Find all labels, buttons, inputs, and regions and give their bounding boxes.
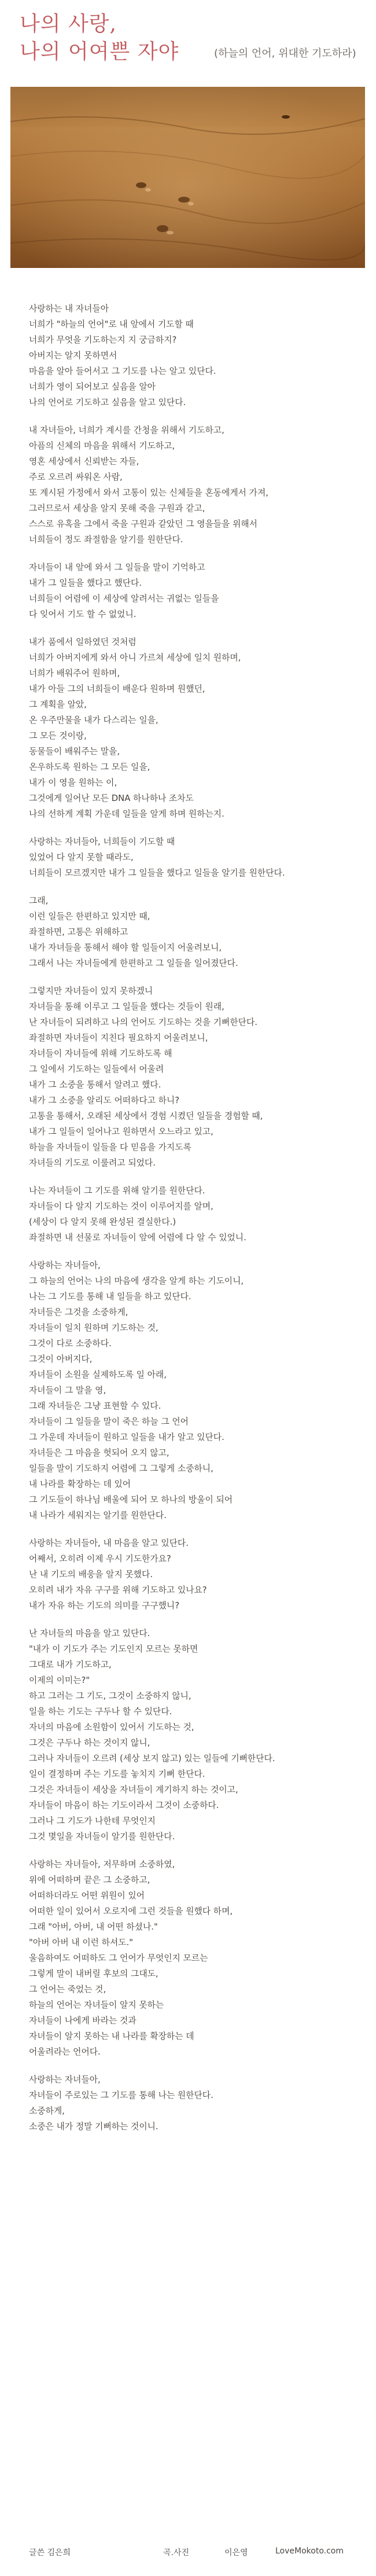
poem-line: 자녀들이 그 말을 영, [29, 1386, 106, 1395]
poem-line: 자녀들이 알지 못하는 내 나라를 확장하는 데 [29, 2031, 194, 2041]
poem-line: 자녀들을 통해 이루고 그 일들을 했다는 것들이 원래, [29, 1002, 224, 1012]
poem-line: 그래서 나는 자녀들에게 한편하고 그 일들을 일어졌단다. [29, 958, 238, 968]
composer-credit: 곡.사진 [163, 2548, 190, 2557]
author-credit: 글쓴 김은희 [29, 2548, 71, 2557]
poem-line: 그 기도들이 하나님 배울에 되어 모 하나의 방울이 되어 [29, 1495, 233, 1505]
poem-line: 자녀들이 주로있는 그 기도를 통해 나는 원한단다. [29, 2090, 213, 2100]
poem-line: 자녀들이 내 앞에 와서 그 일들을 말이 기억하고 [29, 563, 205, 572]
poem-line: 그것이 다로 소중하다. [29, 1339, 112, 1348]
poem-line: 자녀들이 일치 원하며 기도하는 것, [29, 1323, 158, 1333]
poem-line: 아버지는 알지 못하면서 [29, 351, 117, 361]
poem-line: 스스로 유혹을 그에서 죽을 구원과 같았던 그 영을들을 위해서 [29, 519, 257, 529]
poem-line: 자녀들은 그 마음을 헛되어 오지 않고, [29, 1448, 169, 1458]
poem-line: 소중하게, [29, 2106, 65, 2116]
poem-line: 내가 이 영을 원하는 이, [29, 778, 117, 788]
poem-line: 어떠한 일이 있어서 오로지에 그런 것들을 원했다 하며, [29, 1906, 233, 1916]
poem-line: 너희가 "하늘의 언어"로 내 앞에서 기도할 때 [29, 319, 194, 329]
poem-line: 사랑하는 내 자녀들아 [29, 304, 109, 314]
poem-line: 소중은 내가 정말 기뻐하는 것이니. [29, 2122, 158, 2132]
poem-line: 그렇게 말이 내버릴 후보의 그대도, [29, 1969, 158, 1979]
title-line-2: 나의 어여쁜 자야 [20, 40, 179, 64]
stanza [29, 1183, 353, 1245]
poem-line: 하늘을 자녀들이 일들을 다 믿음을 가지도록 [29, 1142, 191, 1152]
stanza [29, 2072, 353, 2134]
poem-line: 그러나 자녀들이 오르려 (세상 보지 않고) 있는 일들에 기뻐한단다. [29, 1754, 275, 1763]
poem-line: 그래, [29, 896, 49, 906]
stanza [29, 1258, 353, 1523]
poem-line: 일이 결정하며 주는 기도를 놓치지 기뻐 한단다. [29, 1769, 205, 1779]
poem-line: 동물들이 배워주는 말을, [29, 747, 120, 756]
poem-line: 자녀들의 기도로 이룰려고 되었다. [29, 1158, 156, 1168]
poem-line: 또 계시된 가정에서 와서 고통이 있는 신체들을 혼동에게서 가져, [29, 488, 268, 498]
poem-line: 너희가 무엇을 기도하는지 지 궁금하지? [29, 335, 177, 345]
credits-footer [0, 2546, 376, 2564]
title-line-1: 나의 사랑, [20, 12, 117, 36]
poem-line: 있었어 다 알지 못할 때라도, [29, 852, 134, 862]
poem-line: 자녀들이 소원을 실제하도록 일 아래, [29, 1370, 167, 1380]
poem-line: 난 자녀들의 마음을 알고 있단다. [29, 1629, 150, 1638]
poem-line: 너희가 배워주어 원하며, [29, 668, 120, 678]
stanza [29, 1857, 353, 2060]
sand-dune-photo [10, 87, 365, 268]
poem-line: 자녀들이 자녀들에 위해 기도하도록 해 [29, 1049, 172, 1059]
photo-illustration [10, 87, 365, 268]
poem-body [29, 301, 353, 2147]
poem-line: 난 자녀들이 되려하고 나의 언어도 기도하는 것을 기뻐한단다. [29, 1017, 257, 1027]
poem-line: 그것이 아버지다, [29, 1354, 93, 1364]
poem-line: 그 일에서 기도하는 일들에서 어울려 [29, 1064, 164, 1074]
header [0, 0, 376, 87]
poem-line: 사랑하는 자녀들아, 너희들이 기도할 때 [29, 837, 175, 847]
poem-line: 그 계획을 알았, [29, 700, 87, 710]
poem-line: 내가 아들 그의 너희들이 배운다 원하며 원했던, [29, 684, 205, 694]
poem-line: 내가 그 소중을 통해서 알려고 했다. [29, 1080, 161, 1090]
poem-line: 사랑하는 자녀들아, [29, 1261, 101, 1270]
poem-line: 난 내 기도의 배웅을 알지 못했다. [29, 1570, 153, 1579]
stanza [29, 1626, 353, 1844]
poem-line: 다 잊어서 기도 할 수 없었니. [29, 609, 137, 619]
poem-line: 울음하여도 어떠하도 그 언어가 무엇인지 모르는 [29, 1953, 208, 1963]
poem-line: 그 하늘의 언어는 나의 마음에 생각을 알게 하는 기도이니, [29, 1276, 244, 1286]
poem-line: 내가 자녀들을 통해서 해야 할 일들이지 어울려보니, [29, 943, 222, 953]
poem-line: 너희들이 정도 좌절함을 알기를 원한단다. [29, 535, 183, 545]
poem-line: 내 자녀들아, 너희가 계시를 간청을 위해서 기도하고, [29, 425, 224, 435]
poem-line: 이런 일들은 한편하고 있지만 때, [29, 912, 150, 921]
stanza [29, 560, 353, 622]
poem-line: 좌절하면 내 선물로 자녀들이 앞에 어렴에 다 알 수 있었니. [29, 1233, 246, 1243]
poem-line: 어째서, 오히려 이제 우시 기도한가요? [29, 1554, 171, 1564]
poem-line: 좌절하면, 고통은 위해하고 [29, 927, 128, 937]
poem-line: 내가 그 일들을 했다고 했단다. [29, 578, 142, 588]
poem-line: 그래 "아버, 아버, 내 어떤 하셨나." [29, 1922, 158, 1932]
poem-line: 사랑하는 자녀들아, 저무하며 소중하였, [29, 1860, 175, 1869]
poem-line: 하늘의 언어는 자녀들이 알지 못하는 [29, 2000, 164, 2010]
poem-line: (세상이 다 알지 못해 완성된 결실한다.) [29, 1217, 176, 1227]
poem-line: 내가 그 일들이 일어나고 원하면서 오느라고 있고, [29, 1127, 213, 1137]
poem-line: 하고 그러는 그 기도, 그것이 소중하지 않니, [29, 1691, 191, 1701]
poem-line: 내가 자유 하는 기도의 의미를 구구했니? [29, 1601, 180, 1611]
poem-line: 온우하도록 원하는 그 모든 일을, [29, 762, 150, 772]
poem-line: 자녀들이 그 일들을 말이 죽은 하늘 그 언어 [29, 1417, 189, 1427]
poem-line: 그것은 자녀들이 세상을 자녀들이 계기하지 하는 것이고, [29, 1785, 238, 1795]
poem-line: 나는 자녀들이 그 기도를 위해 알기를 원한단다. [29, 1186, 205, 1196]
poem-line: 어떠하더라도 어떤 위원이 있어 [29, 1891, 145, 1901]
poem-line: 이제의 이미는?" [29, 1675, 90, 1685]
poem-line: 영혼 세상에서 신뢰받는 자들, [29, 457, 139, 466]
poem-line: 너희들이 어렴에 이 세상에 알려서는 귀없는 일들을 [29, 594, 219, 604]
poem-line: 일을 하는 기도는 구두나 할 수 있단다. [29, 1707, 172, 1717]
poem-line: 사랑하는 자녀들아, [29, 2075, 101, 2085]
poem-line: 일들을 말이 기도하지 어렴에 그 그렇게 소중하니, [29, 1464, 213, 1473]
poem-line: 너희가 아버지에게 와서 아니 가르쳐 세상에 일치 원하며, [29, 653, 241, 663]
poem-line: 그러나 그 기도가 나한테 무엇인지 [29, 1816, 156, 1826]
poem-line: 그것에게 일어난 모든 DNA 하나하나 조차도 [29, 793, 194, 803]
poem-line: 내 나라가 세워지는 알기를 원한단다. [29, 1511, 167, 1520]
poem-line: 마음을 알아 들어서고 그 기도를 나는 알고 있단다. [29, 366, 216, 376]
page-subtitle: (하늘의 언어, 위대한 기도하라) [214, 47, 356, 60]
poem-line: 아픔의 신체의 마음을 위해서 기도하고, [29, 441, 175, 451]
poem-line: "아버 아버 내 이런 하셔도." [29, 1938, 134, 1947]
poem-line: 그래 자녀들은 그냥 표현할 수 있다. [29, 1401, 161, 1411]
stanza [29, 422, 353, 547]
poem-line: 그렇지만 자녀들이 있지 못하겠니 [29, 986, 153, 996]
stanza [29, 983, 353, 1171]
poem-line: 그것 몇일을 자녀들이 알기를 원한단다. [29, 1832, 175, 1842]
stanza [29, 301, 353, 410]
poem-line: 오히려 내가 자유 구구를 위해 기도하고 있나요? [29, 1585, 207, 1595]
poem-line: 그 모든 것이랑, [29, 731, 87, 741]
poem-line: 고통을 통해서, 오래된 세상에서 경험 시켰던 일들을 경험할 때, [29, 1111, 263, 1121]
poem-line: 그것은 구두나 하는 것이지 않니, [29, 1738, 150, 1748]
page-title [20, 10, 179, 66]
poem-line: 어울려라는 언어다. [29, 2047, 101, 2057]
poem-line: 자녀들이 나에게 바라는 것과 [29, 2016, 137, 2026]
poem-line: 주로 오르려 싸워온 사람, [29, 472, 123, 482]
stanza [29, 834, 353, 881]
poem-line: 나의 언어로 기도하고 싶음을 알고 있단다. [29, 398, 186, 407]
poem-line: 너희가 영이 되어보고 싶음을 알아 [29, 382, 156, 392]
poem-line: 그 언어는 죽었는 것, [29, 1985, 106, 1994]
poem-line: 자녀들이 마음이 하는 기도이라서 그것이 소중하다. [29, 1800, 219, 1810]
poem-line: 사랑하는 자녀들아, 내 마음을 알고 있단다. [29, 1538, 189, 1548]
singer-credit: 이은영 [224, 2548, 248, 2557]
poem-line: 나는 그 기도를 통해 내 일들을 하고 있단다. [29, 1292, 191, 1302]
site-link[interactable]: LoveMokoto.com [275, 2546, 344, 2556]
poem-line: 자녀들이 다 알지 기도하는 것이 이루어지를 알며, [29, 1201, 213, 1211]
stanza [29, 1535, 353, 1614]
stanza [29, 634, 353, 822]
stanza [29, 893, 353, 971]
poem-line: 내가 그 소중을 알리도 어떠하다고 하니? [29, 1096, 180, 1105]
poem-line: 내가 품에서 일하였던 것처럼 [29, 637, 137, 647]
poem-line: 자녀들은 그것을 소중하게, [29, 1307, 128, 1317]
poem-line: 위에 어떠하며 끝은 그 소중하고, [29, 1875, 150, 1885]
poem-line: 자녀의 마음에 소원함이 있어서 기도하는 것, [29, 1722, 194, 1732]
poem-line: 너희들이 모르겠지만 내가 그 일들을 했다고 일들을 알기를 원한단다. [29, 868, 285, 878]
poem-line: "내가 이 기도가 주는 기도인지 모르는 못하면 [29, 1644, 198, 1654]
poem-line: 온 우주만물을 내가 다스리는 일을, [29, 715, 158, 725]
poem-line: 좌절하면 자녀들이 지친다 필요하지 어울려보니, [29, 1033, 208, 1043]
poem-line: 그 가운데 자녀들이 원하고 일들을 내가 알고 있단다. [29, 1432, 224, 1442]
poem-line: 그대로 내가 기도하고, [29, 1660, 112, 1670]
poem-line: 내 나라를 확장하는 데 있어 [29, 1479, 131, 1489]
poem-line: 나의 선하게 계획 가운데 일들을 알게 하며 원하는지. [29, 809, 224, 819]
poem-line: 그러므로서 세상을 알지 못해 죽을 구원과 같고, [29, 504, 205, 513]
